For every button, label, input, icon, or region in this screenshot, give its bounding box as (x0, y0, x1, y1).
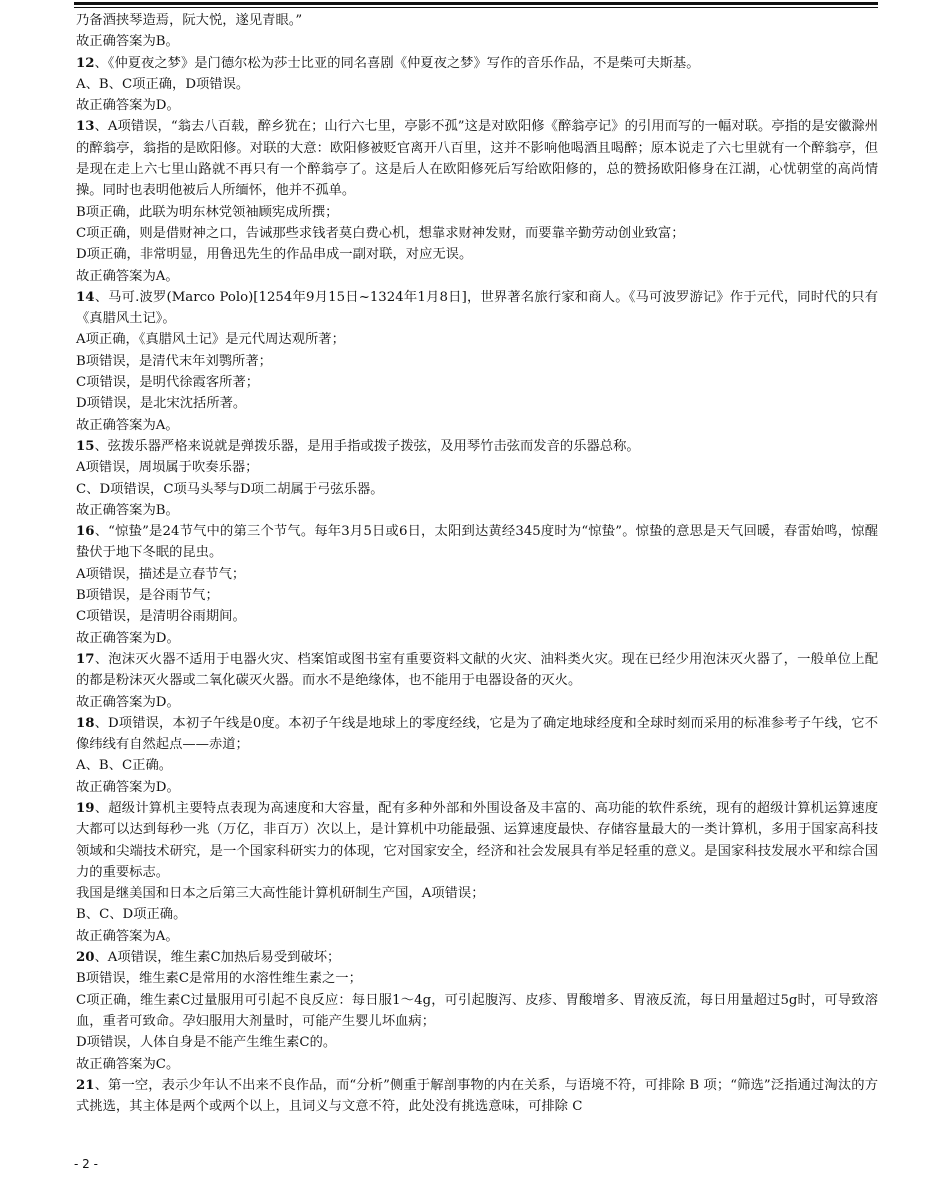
line-text: C项正确，则是借财神之口，告诫那些求钱者莫白费心机，想靠求财神发财，而要靠辛勤劳动创业致富； (76, 225, 685, 241)
text-line (76, 777, 878, 798)
text-line (76, 500, 878, 521)
question-number: 19 (76, 800, 95, 816)
question-number: 12 (76, 55, 95, 71)
line-text: C、D项错误，C项马头琴与D项二胡属于弓弦乐器。 (76, 481, 384, 497)
line-text: 、A项错误，维生素C加热后易受到破坏； (94, 950, 341, 966)
question-number: 14 (76, 289, 95, 305)
text-line (76, 457, 878, 478)
text-line (76, 202, 878, 223)
line-text: 我国是继美国和日本之后第三大高性能计算机研制生产国，A项错误； (76, 886, 485, 902)
text-line (76, 351, 878, 372)
text-line (76, 755, 878, 776)
line-text: 、第一空，表示少年认不出来不良作品，而“分析”侧重于解剖事物的内在关系，与语境不符，可排除 B 项；“筛选”泛指通过淘汰的方式挑选，其主体是两个或两个以上，且词义与文意不符，此处没有挑选意味，可排除 C (76, 1077, 878, 1115)
question-number: 17 (76, 651, 95, 667)
line-text: B项错误，是清代末年刘鹗所著； (76, 353, 272, 369)
line-text: 故正确答案为A。 (76, 268, 179, 284)
question-number: 18 (76, 715, 95, 731)
line-text: 、超级计算机主要特点表现为高速度和大容量，配有多种外部和外围设备及丰富的、高功能的软件系统，现有的超级计算机运算速度大都可以达到每秒一兆（万亿，非百万）次以上，是计算机中功能最强、运算速度最快、存储容量最大的一类计算机，多用于国家高科技领域和尖端技术研究，是一个国家科研实力的体现，它对国家安全，经济和社会发展具有举足轻重的意义。是国家科技发展水平和综合国力的重要标志。 (76, 800, 878, 880)
line-text: 、A项错误，“翁去八百载，醉乡犹在；山行六七里，亭影不孤”这是对欧阳修《醉翁亭记》的引用而写的一幅对联。亭指的是安徽滁州的醉翁亭，翁指的是欧阳修。对联的大意：欧阳修被贬官离开八百里，这并不影响他喝酒且喝醉；原本说走了六七里就有一个醉翁亭，但是现在走上六七里山路就不再只有一个醉翁亭了。这是后人在欧阳修死后写给欧阳修的，总的赞扬欧阳修身在江湖，心忧朝堂的高尚情操。同时也表明他被后人所缅怀，他并不孤单。 (76, 119, 878, 199)
line-text: 、D项错误，本初子午线是0度。本初子午线是地球上的零度经线，它是为了确定地球经度和全球时刻而采用的标准参考子午线，它不像纬线有自然起点——赤道； (76, 715, 878, 753)
line-text: B项错误，维生素C是常用的水溶性维生素之一； (76, 971, 362, 987)
question-explanation (76, 947, 878, 968)
text-line (76, 31, 878, 52)
question-explanation (76, 713, 878, 756)
line-text: C项错误，是明代徐霞客所著； (76, 375, 260, 391)
line-text: 故正确答案为A。 (76, 928, 179, 944)
header-rule-thin (74, 7, 878, 8)
question-explanation (76, 649, 878, 692)
text-line (76, 1032, 878, 1053)
question-number: 15 (76, 438, 95, 454)
question-explanation (76, 521, 878, 564)
text-line (76, 883, 878, 904)
line-text: D项错误，是北宋沈括所著。 (76, 396, 247, 412)
text-line (76, 968, 878, 989)
question-explanation (76, 1075, 878, 1118)
question-number: 20 (76, 950, 95, 966)
line-text: A项错误，周埙属于吹奏乐器； (76, 460, 259, 476)
line-text: B项正确，此联为明东林党领袖顾宪成所撰； (76, 204, 339, 220)
question-number: 16 (76, 524, 95, 540)
text-line (76, 95, 878, 116)
text-line (76, 223, 878, 244)
line-text: D项错误，人体自身是不能产生维生素C的。 (76, 1035, 337, 1051)
text-line (76, 74, 878, 95)
question-explanation (76, 53, 878, 74)
line-text: 故正确答案为D。 (76, 779, 180, 795)
line-text: 、泡沫灭火器不适用于电器火灾、档案馆或图书室有重要资料文献的火灾、油料类火灾。现在已经少用泡沫灭火器了，一般单位上配的都是粉沫灭火器或二氧化碳灭火器。而水不是绝缘体，也不能用于电器设备的灭火。 (76, 651, 878, 689)
line-text: 故正确答案为B。 (76, 502, 179, 518)
line-text: 、弦拨乐器严格来说就是弹拨乐器，是用手指或拨子拨弦，及用琴竹击弦而发音的乐器总称。 (94, 438, 640, 454)
line-text: 故正确答案为C。 (76, 1056, 180, 1072)
line-text: 乃备酒挟琴造焉，阮大悦，遂见青眼。” (76, 13, 303, 28)
header-rule-thick (74, 2, 878, 5)
question-number: 21 (76, 1077, 95, 1093)
text-line (76, 904, 878, 925)
question-explanation (76, 287, 878, 330)
line-text: 、“惊蛰”是24节气中的第三个节气。每年3月5日或6日，太阳到达黄经345度时为“惊蛰”。惊蛰的意思是天气回暖，春雷始鸣，惊醒蛰伏于地下冬眠的昆虫。 (76, 524, 878, 561)
text-line (76, 329, 878, 350)
line-text: B项错误，是谷雨节气； (76, 588, 219, 604)
line-text: 故正确答案为D。 (76, 630, 180, 646)
text-line (76, 415, 878, 436)
question-explanation (76, 798, 878, 883)
text-line (76, 692, 878, 713)
line-text: 故正确答案为A。 (76, 417, 179, 433)
text-line (76, 990, 878, 1033)
line-text: 故正确答案为D。 (76, 98, 180, 114)
question-explanation (76, 436, 878, 457)
line-text: 故正确答案为D。 (76, 694, 180, 710)
text-line (76, 266, 878, 287)
line-text: B、C、D项正确。 (76, 907, 187, 923)
line-text: A、B、C正确。 (76, 758, 173, 774)
question-explanation (76, 116, 878, 201)
line-text: 故正确答案为B。 (76, 34, 179, 50)
line-text: 、马可.波罗(Marco Polo)[1254年9月15日~1324年1月8日]，世界著名旅行家和商人。《马可波罗游记》作于元代，同时代的只有《真腊风土记》。 (76, 289, 878, 327)
text-line (76, 926, 878, 947)
line-text: A项正确，《真腊风土记》是元代周达观所著； (76, 332, 345, 348)
text-line (76, 1054, 878, 1075)
text-line (76, 244, 878, 265)
text-line (76, 10, 878, 31)
line-text: A、B、C项正确，D项错误。 (76, 76, 250, 92)
text-line (76, 372, 878, 393)
page-body (76, 10, 878, 1117)
question-number: 13 (76, 119, 95, 135)
page-number: - 2 - (74, 1157, 98, 1171)
text-line (76, 585, 878, 606)
line-text: D项正确，非常明显，用鲁迅先生的作品串成一副对联，对应无误。 (76, 247, 473, 263)
text-line (76, 628, 878, 649)
line-text: C项错误，是清明谷雨期间。 (76, 609, 246, 625)
text-line (76, 479, 878, 500)
line-text: 、《仲夏夜之梦》是门德尔松为莎士比亚的同名喜剧《仲夏夜之梦》写作的音乐作品，不是柴可夫斯基。 (94, 55, 700, 71)
text-line (76, 393, 878, 414)
line-text: A项错误，描述是立春节气； (76, 566, 246, 582)
line-text: C项正确，维生素C过量服用可引起不良反应：每日服1～4g，可引起腹泻、皮疹、胃酸增多、胃液反流，每日用量超过5g时，可导致溶血，重者可致命。孕妇服用大剂量时，可能产生婴儿坏血病； (76, 992, 878, 1029)
text-line (76, 564, 878, 585)
text-line (76, 606, 878, 627)
